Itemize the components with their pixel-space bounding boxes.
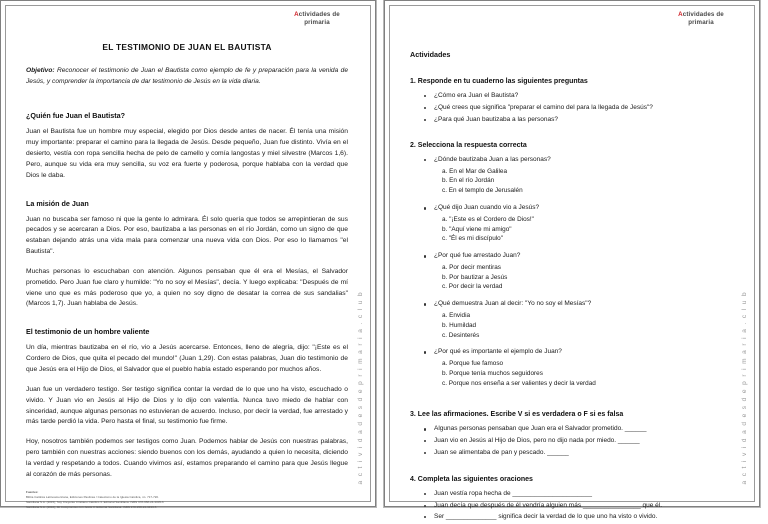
activity-heading-4: 4. Completa las siguientes oraciones bbox=[410, 475, 533, 483]
activity-list-3 bbox=[410, 424, 732, 459]
option-a[interactable]: a. Porque fue famoso bbox=[442, 359, 504, 367]
option-b[interactable]: b. En el río Jordán bbox=[442, 177, 495, 185]
page-title: EL TESTIMONIO DE JUAN EL BAUTISTA bbox=[102, 42, 272, 52]
option-b[interactable]: b. "Aquí viene mi amigo" bbox=[442, 225, 512, 233]
list-item[interactable]: Algunas personas pensaban que Juan era el Salvador prometido. ______ bbox=[424, 424, 732, 434]
activity-list-4 bbox=[410, 489, 732, 524]
brand-line-2: primaria bbox=[304, 18, 330, 26]
option-c[interactable]: c. Desinterés bbox=[442, 331, 480, 339]
page-right bbox=[384, 0, 760, 521]
list-item[interactable]: Juan vio en Jesús al Hijo de Dios, pero no dijo nada por miedo. ______ bbox=[424, 436, 732, 446]
option-a[interactable]: a. Por decir mentiras bbox=[442, 263, 501, 271]
page-left bbox=[0, 0, 376, 507]
list-item bbox=[424, 251, 732, 292]
sources-footnote bbox=[26, 490, 348, 518]
page-right-frame bbox=[389, 5, 755, 521]
option-group bbox=[434, 215, 732, 245]
section-3-paragraph-3: Hoy, nosotros también podemos ser testigos como Juan. Podemos hablar de Jesús con nuestras palabras, pero también con nuestras acciones: siendo buenos con los demás, ayudando a quien lo necesita, diciendo la verdad y respetando a todos. Cuando vivimos así, estamos preparando el camino para que Jesús llegue al corazón de más personas. bbox=[26, 438, 348, 478]
option-b[interactable]: b. Porque tenía muchos seguidores bbox=[442, 369, 543, 377]
option-c[interactable]: c. Por decir la verdad bbox=[442, 283, 503, 291]
page-right-content bbox=[390, 6, 754, 521]
activity-list-1 bbox=[410, 91, 732, 126]
page-left-content bbox=[6, 6, 370, 509]
brand-capital: A bbox=[678, 11, 683, 18]
option-c[interactable]: c. "Él es mi discípulo" bbox=[442, 235, 504, 243]
option-c[interactable]: c. En el templo de Jerusalén bbox=[442, 187, 523, 195]
option-group bbox=[434, 167, 732, 197]
section-2-paragraph-1: Juan no buscaba ser famoso ni que la gente lo admirara. Él solo quería que todos se arrepintieran de sus pecados y se acercaran a Dios. Por eso, bautizaba a las personas en el río Jordán, como un signo de que estaban dejando atrás una vida mala para comenzar una nueva vida con Dios. Por eso lo llamamos "el Bautista". bbox=[26, 215, 348, 256]
list-item bbox=[424, 155, 732, 196]
sources-line-2: Santillana S.A. (2015), Soy Creyente Cristiano Católico 3. Editorial Santillana. ISBN 978-958-24-3005-6 bbox=[26, 499, 164, 504]
list-item bbox=[424, 203, 732, 244]
section-1-paragraph-1: Juan el Bautista fue un hombre muy especial, elegido por Dios desde antes de nacer. Él tenía una misión muy importante: preparar el camino para la llegada de Jesús. Desde pequeño, Juan fue distinto. Vivía en el desierto, vestía con ropa sencilla hecha de pelo de camello y comía langostas y miel silvestre (Marcos 1,6). Pero, aunque su vida era muy sencilla, su voz era fuerte y poderosa, porque hablaba con la verdad que Dios le daba. bbox=[26, 128, 348, 179]
sources-line-1: Biblia Católica Latinoamericana, Ediciones Paulinas / Catecismo de la Iglesia Católica, nn. 717-720. bbox=[26, 494, 159, 499]
section-2-paragraph-2: Muchas personas lo escuchaban con atención. Algunos pensaban que él era el Mesías, el Salvador prometido. Pero Juan fue claro y humilde: "Yo no soy el Mesías", decía. Y luego explicaba: "Después de mí viene uno que es más poderoso que yo, a quien no soy digno de desatar la correa de sus sandalias" (Marcos 1,7). Juan hablaba de Jesús. bbox=[26, 267, 348, 308]
watermark-left: a c t i v i d a d e s d e p r i m a r i a . c l u b bbox=[357, 291, 364, 485]
activity-heading-3: 3. Lee las afirmaciones. Escribe V si es verdadera o F si es falsa bbox=[410, 411, 624, 419]
option-group bbox=[434, 311, 732, 341]
objective-label: Objetivo: bbox=[26, 67, 55, 74]
question-prompt: ¿Dónde bautizaba Juan a las personas? bbox=[434, 156, 551, 164]
objective-text: Reconocer el testimonio de Juan el Bautista como ejemplo de fe y preparación para la venida de Jesús, y comprender la importancia de dar testimonio de Jesús en la vida diaria. bbox=[26, 67, 348, 85]
brand-line-1-rest: ctividades de bbox=[298, 11, 340, 18]
option-b[interactable]: b. Humildad bbox=[442, 321, 477, 329]
option-a[interactable]: a. "¡Este es el Cordero de Dios!" bbox=[442, 215, 534, 223]
activity-list-2 bbox=[410, 155, 732, 395]
option-b[interactable]: b. Por bautizar a Jesús bbox=[442, 273, 508, 281]
list-item bbox=[424, 299, 732, 340]
activities-title: Actividades bbox=[410, 50, 451, 59]
list-item[interactable]: Ser ______________ significa decir la verdad de lo que uno ha visto o vivido. bbox=[424, 512, 732, 522]
activity-heading-2: 2. Selecciona la respuesta correcta bbox=[410, 142, 527, 150]
section-3-paragraph-1: Un día, mientras bautizaba en el río, vio a Jesús acercarse. Entonces, lleno de alegría, dijo: "¡Este es el Cordero de Dios, que quita el pecado del mundo!" (Juan 1,29). Con estas palabras, Juan dio testimonio de que Jesús era el Hijo de Dios, el Salvador que el pueblo había estado esperando por muchos años. bbox=[26, 344, 348, 373]
option-a[interactable]: a. En el Mar de Galilea bbox=[442, 167, 508, 175]
sources-label: Fuentes: bbox=[26, 489, 39, 494]
list-item: ¿Cómo era Juan el Bautista? bbox=[424, 91, 732, 101]
question-prompt: ¿Qué demuestra Juan al decir: "Yo no soy el Mesías"? bbox=[434, 300, 592, 308]
list-item[interactable]: Juan se alimentaba de pan y pescado. ______ bbox=[424, 448, 732, 458]
page-left-frame bbox=[5, 5, 371, 509]
section-3-paragraph-2: Juan fue un verdadero testigo. Ser testigo significa contar la verdad de lo que uno ha visto, escuchado o vivido. Y Juan vio en Jesús al Hijo de Dios y lo dijo con valentía. Nunca tuvo miedo de hablar con sinceridad, aunque algunas personas no estuvieran de acuerdo. Incluso, por decir la verdad, fue arrestado y más tarde perdió la vida. Pero hasta el final, su testimonio fue firme. bbox=[26, 385, 348, 426]
watermark-right: a c t i v i d a d e s d e p r i m a r i a . c l u b bbox=[741, 291, 748, 485]
objective-block bbox=[26, 66, 348, 87]
brand-capital: A bbox=[294, 11, 299, 18]
list-item[interactable]: Juan decía que después de él vendría alguien más ________________ que él. bbox=[424, 501, 732, 511]
question-prompt: ¿Por qué fue arrestado Juan? bbox=[434, 252, 521, 260]
question-prompt: ¿Qué dijo Juan cuando vio a Jesús? bbox=[434, 204, 540, 212]
list-item: ¿Para qué Juan bautizaba a las personas? bbox=[424, 115, 732, 125]
section-heading-2: La misión de Juan bbox=[26, 198, 89, 208]
sources-line-3: Santillana S.A. (2016), Mi Compromiso con Jesús 3. Editorial Santillana. ISBN 978-958-24-3433-5 bbox=[26, 504, 157, 509]
option-a[interactable]: a. Envidia bbox=[442, 311, 471, 319]
activity-heading-1: 1. Responde en tu cuaderno las siguientes preguntas bbox=[410, 78, 588, 85]
option-c[interactable]: c. Porque nos enseña a ser valientes y decir la verdad bbox=[442, 379, 596, 387]
option-group bbox=[434, 359, 732, 389]
section-heading-1: ¿Quién fue Juan el Bautista? bbox=[26, 111, 126, 121]
section-heading-3: El testimonio de un hombre valiente bbox=[26, 327, 150, 337]
question-prompt: ¿Por qué es importante el ejemplo de Juan? bbox=[434, 348, 562, 356]
brand-line-2: primaria bbox=[688, 18, 714, 26]
list-item[interactable]: Juan vestía ropa hecha de ______________________ bbox=[424, 489, 732, 499]
brand-line-1-rest: ctividades de bbox=[682, 11, 724, 18]
list-item bbox=[424, 347, 732, 388]
list-item: ¿Qué crees que significa "preparar el camino del para la llegada de Jesús"? bbox=[424, 103, 732, 113]
option-group bbox=[434, 263, 732, 293]
